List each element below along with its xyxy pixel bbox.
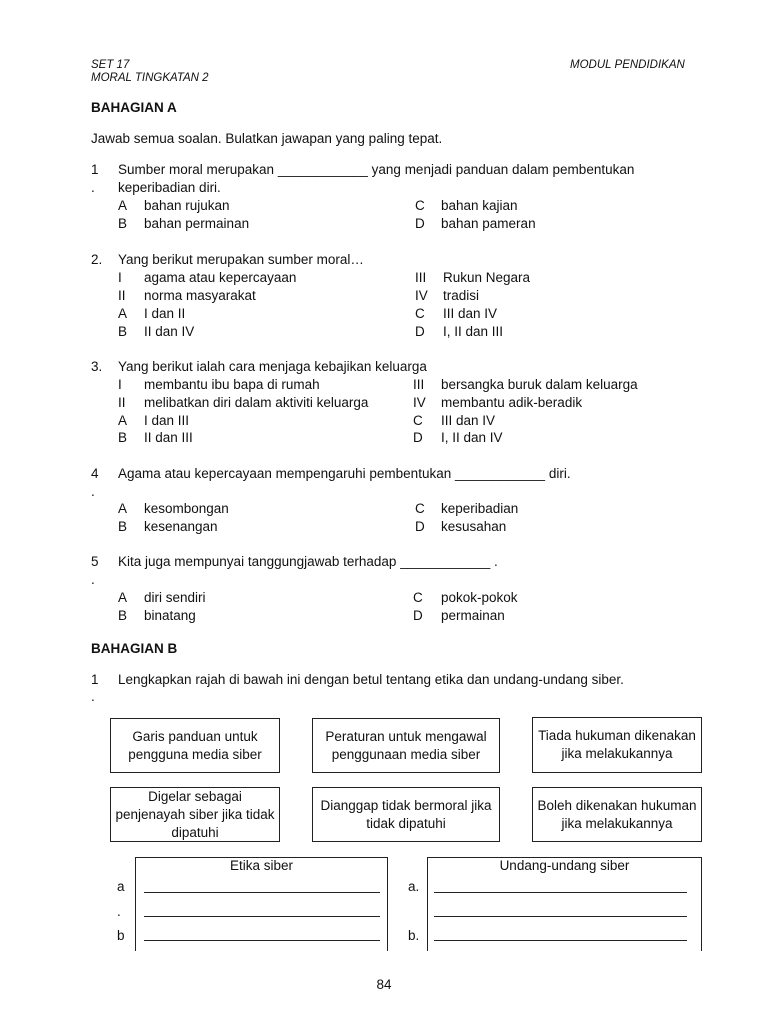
option-text: I, II dan III [443, 324, 504, 339]
header-set: SET 17 [91, 59, 130, 71]
option-text: kesusahan [441, 519, 507, 534]
row-label: a. [408, 879, 420, 894]
question-text: Yang berikut ialah cara menjaga kebajikan keluarga [118, 359, 427, 374]
option-letter: B [118, 519, 128, 534]
option-text: diri sendiri [144, 590, 206, 605]
option-letter: C [413, 413, 423, 428]
answer-line[interactable] [434, 916, 687, 917]
header-subject: MORAL TINGKATAN 2 [91, 72, 209, 84]
header-module: MODUL PENDIDIKAN [570, 59, 685, 71]
option-letter: D [413, 430, 423, 445]
option-letter: D [415, 324, 425, 339]
option-text: bahan pameran [441, 216, 536, 231]
option-text: binatang [144, 608, 196, 623]
item-text: Rukun Negara [443, 270, 531, 285]
answer-line[interactable] [144, 892, 380, 893]
option-text: II dan IV [144, 324, 195, 339]
question-number: 4 [91, 466, 99, 481]
item-numeral: IV [413, 395, 426, 410]
option-letter: A [118, 198, 128, 213]
row-label: . [117, 904, 121, 919]
option-letter: A [118, 413, 128, 428]
statement-box: Garis panduan untuk pengguna media siber [110, 718, 280, 773]
option-text: I dan III [144, 413, 190, 428]
option-letter: C [413, 590, 423, 605]
question-number-dot: . [91, 484, 95, 499]
question-number-dot: . [91, 572, 95, 587]
option-text: II dan III [144, 430, 193, 445]
option-letter: B [118, 608, 128, 623]
option-text: I dan II [144, 306, 186, 321]
item-text: membantu adik-beradik [441, 395, 583, 410]
question-text: Lengkapkan rajah di bawah ini dengan betul tentang etika dan undang-undang siber. [118, 672, 624, 687]
answer-line[interactable] [144, 940, 380, 941]
row-label: b. [408, 928, 420, 943]
option-letter: A [118, 590, 128, 605]
option-text: permainan [441, 608, 505, 623]
question-number-dot: . [91, 689, 95, 704]
option-text: I, II dan IV [441, 430, 503, 445]
option-letter: C [415, 501, 425, 516]
option-letter: D [413, 608, 423, 623]
item-text: bersangka buruk dalam keluarga [441, 377, 638, 392]
question-number: 2. [91, 252, 103, 267]
answer-line[interactable] [434, 940, 687, 941]
statement-box: Boleh dikenakan hukuman jika melakukannya [532, 787, 702, 842]
item-text: melibatkan diri dalam aktiviti keluarga [144, 395, 369, 410]
question-text: Yang berikut merupakan sumber moral… [118, 252, 364, 267]
table-title: Etika siber [229, 858, 294, 873]
item-text: agama atau kepercayaan [144, 270, 297, 285]
option-text: III dan IV [441, 413, 496, 428]
statement-box: Peraturan untuk mengawal penggunaan media siber [312, 718, 500, 773]
row-label: b [117, 928, 125, 943]
etika-siber-table [135, 857, 388, 951]
option-text: bahan kajian [441, 198, 518, 213]
row-label: a [117, 879, 125, 894]
item-numeral: III [415, 270, 427, 285]
section-b-title: BAHAGIAN B [91, 641, 178, 656]
option-letter: A [118, 306, 128, 321]
undang-siber-table [427, 857, 702, 951]
option-letter: C [415, 306, 425, 321]
section-a-title: BAHAGIAN A [91, 100, 177, 115]
option-text: kesenangan [144, 519, 218, 534]
option-letter: D [415, 216, 425, 231]
item-numeral: I [118, 270, 122, 285]
option-text: III dan IV [443, 306, 498, 321]
option-text: bahan rujukan [144, 198, 230, 213]
statement-box: Digelar sebagai penjenayah siber jika tidak dipatuhi [110, 787, 280, 842]
question-number: 1 [91, 162, 99, 177]
option-letter: D [415, 519, 425, 534]
table-title: Undang-undang siber [499, 858, 630, 873]
answer-line[interactable] [434, 892, 687, 893]
question-number: 1 [91, 672, 99, 687]
item-numeral: II [118, 395, 126, 410]
option-letter: A [118, 501, 128, 516]
item-text: tradisi [443, 288, 480, 303]
item-numeral: III [413, 377, 425, 392]
page-number: 84 [376, 977, 392, 992]
question-number-dot: . [91, 180, 95, 195]
item-text: norma masyarakat [144, 288, 256, 303]
option-letter: B [118, 430, 128, 445]
answer-line[interactable] [144, 916, 380, 917]
item-text: membantu ibu bapa di rumah [144, 377, 320, 392]
option-text: keperibadian [441, 501, 519, 516]
item-numeral: I [118, 377, 122, 392]
option-letter: C [415, 198, 425, 213]
item-numeral: II [118, 288, 126, 303]
question-text: Kita juga mempunyai tanggungjawab terhadap ____________ . [118, 554, 498, 569]
option-letter: B [118, 216, 128, 231]
option-text: bahan permainan [144, 216, 250, 231]
question-text: Agama atau kepercayaan mempengaruhi pembentukan ____________ diri. [118, 466, 571, 481]
item-numeral: IV [415, 288, 428, 303]
question-number: 3. [91, 359, 103, 374]
statement-box: Dianggap tidak bermoral jika tidak dipatuhi [312, 787, 500, 842]
option-text: pokok-pokok [441, 590, 518, 605]
statement-box: Tiada hukuman dikenakan jika melakukannya [532, 717, 702, 773]
option-letter: B [118, 324, 128, 339]
option-text: kesombongan [144, 501, 229, 516]
question-text: Sumber moral merupakan ____________ yang menjadi panduan dalam pembentukan [118, 162, 635, 177]
question-text-cont: keperibadian diri. [118, 180, 221, 195]
question-number: 5 [91, 554, 99, 569]
section-a-instruction: Jawab semua soalan. Bulatkan jawapan yang paling tepat. [91, 131, 443, 146]
